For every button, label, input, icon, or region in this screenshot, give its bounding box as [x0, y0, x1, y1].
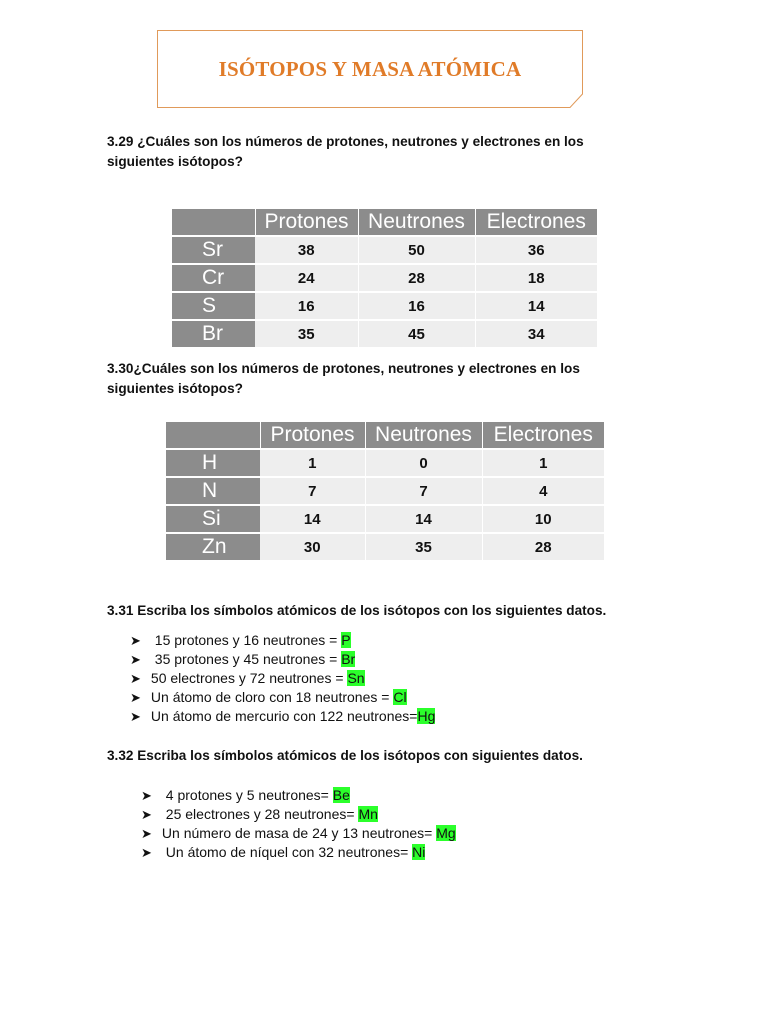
protones-cell: 30: [260, 533, 365, 560]
electrones-cell: 4: [482, 477, 604, 505]
list-item: [141, 805, 456, 824]
arrowhead-bullet-icon: ➤: [130, 690, 141, 705]
electrones-cell: 36: [475, 236, 597, 264]
list-item: [130, 688, 435, 707]
arrowhead-bullet-icon: ➤: [141, 807, 152, 822]
arrowhead-bullet-icon: ➤: [130, 633, 141, 648]
header-corner: [172, 209, 255, 236]
header-neutrones: Neutrones: [365, 422, 482, 449]
element-symbol: Sr: [172, 236, 255, 264]
element-symbol: Zn: [166, 533, 260, 560]
header-corner: [166, 422, 260, 449]
header-protones: Protones: [255, 209, 358, 236]
table-row: [172, 292, 597, 320]
protones-cell: 16: [255, 292, 358, 320]
item-text: 50 electrones y 72 neutrones =: [150, 670, 348, 686]
protones-cell: 7: [260, 477, 365, 505]
table-row: [166, 505, 604, 533]
item-text: Un átomo de níquel con 32 neutrones=: [161, 844, 413, 860]
list-item: [130, 669, 435, 688]
header-protones: Protones: [260, 422, 365, 449]
element-symbol: Si: [166, 505, 260, 533]
item-text: 15 protones y 16 neutrones =: [150, 632, 342, 648]
question-3-32: [107, 746, 583, 766]
title-box: [157, 30, 583, 108]
answer-highlight: Ni: [412, 844, 426, 860]
answer-highlight: Cl: [393, 689, 407, 705]
table-header-row: [166, 422, 604, 449]
page-title: ISÓTOPOS Y MASA ATÓMICA: [218, 56, 522, 81]
neutrones-cell: 28: [358, 264, 475, 292]
neutrones-cell: 0: [365, 449, 482, 477]
neutrones-cell: 45: [358, 320, 475, 347]
answer-highlight: Br: [341, 651, 356, 667]
isotopes-table-2: [166, 422, 604, 560]
table-row: [172, 236, 597, 264]
item-text: Un átomo de cloro con 18 neutrones =: [150, 689, 394, 705]
question-3-31: [107, 601, 606, 621]
arrowhead-bullet-icon: ➤: [141, 826, 152, 841]
question-line: 3.30¿Cuáles son los números de protones, neutrones y electrones en los: [107, 361, 580, 376]
electrones-cell: 1: [482, 449, 604, 477]
neutrones-cell: 16: [358, 292, 475, 320]
table-row: [166, 533, 604, 560]
answer-list-3-32: [141, 786, 456, 862]
answer-highlight: Hg: [417, 708, 436, 724]
table-header-row: [172, 209, 597, 236]
header-electrones: Electrones: [482, 422, 604, 449]
electrones-cell: 28: [482, 533, 604, 560]
header-neutrones: Neutrones: [358, 209, 475, 236]
electrones-cell: 34: [475, 320, 597, 347]
item-text: 4 protones y 5 neutrones=: [161, 787, 333, 803]
isotopes-table-1: [172, 209, 597, 347]
list-item: [141, 786, 456, 805]
protones-cell: 35: [255, 320, 358, 347]
protones-cell: 24: [255, 264, 358, 292]
item-text: Un número de masa de 24 y 13 neutrones=: [161, 825, 437, 841]
element-symbol: Cr: [172, 264, 255, 292]
question-3-29: [107, 132, 584, 172]
neutrones-cell: 35: [365, 533, 482, 560]
element-symbol: H: [166, 449, 260, 477]
item-text: 25 electrones y 28 neutrones=: [161, 806, 359, 822]
question-line: siguientes isótopos?: [107, 154, 243, 169]
element-symbol: N: [166, 477, 260, 505]
list-item: [141, 824, 456, 843]
neutrones-cell: 14: [365, 505, 482, 533]
protones-cell: 38: [255, 236, 358, 264]
arrowhead-bullet-icon: ➤: [141, 845, 152, 860]
question-line: 3.29 ¿Cuáles son los números de protones, neutrones y electrones en los: [107, 134, 584, 149]
item-text: 35 protones y 45 neutrones =: [150, 651, 342, 667]
answer-highlight: Mn: [358, 806, 378, 822]
list-item: [130, 707, 435, 726]
arrowhead-bullet-icon: ➤: [130, 652, 141, 667]
arrowhead-bullet-icon: ➤: [141, 788, 152, 803]
question-3-30: [107, 359, 580, 399]
electrones-cell: 14: [475, 292, 597, 320]
electrones-cell: 10: [482, 505, 604, 533]
list-item: [141, 843, 456, 862]
list-item: [130, 631, 435, 650]
question-line: 3.32 Escriba los símbolos atómicos de los isótopos con siguientes datos.: [107, 748, 583, 763]
element-symbol: S: [172, 292, 255, 320]
header-electrones: Electrones: [475, 209, 597, 236]
item-text: Un átomo de mercurio con 122 neutrones=: [150, 708, 418, 724]
question-line: 3.31 Escriba los símbolos atómicos de los isótopos con los siguientes datos.: [107, 603, 607, 618]
arrowhead-bullet-icon: ➤: [130, 709, 141, 724]
answer-highlight: Sn: [347, 670, 365, 686]
neutrones-cell: 50: [358, 236, 475, 264]
protones-cell: 1: [260, 449, 365, 477]
neutrones-cell: 7: [365, 477, 482, 505]
protones-cell: 14: [260, 505, 365, 533]
answer-highlight: P: [341, 632, 351, 648]
electrones-cell: 18: [475, 264, 597, 292]
answer-highlight: Be: [332, 787, 350, 803]
arrowhead-bullet-icon: ➤: [130, 671, 141, 686]
list-item: [130, 650, 435, 669]
table-row: [172, 320, 597, 347]
table-row: [172, 264, 597, 292]
answer-highlight: Mg: [436, 825, 456, 841]
table-row: [166, 477, 604, 505]
question-line: siguientes isótopos?: [107, 381, 243, 396]
element-symbol: Br: [172, 320, 255, 347]
answer-list-3-31: [130, 631, 435, 726]
table-row: [166, 449, 604, 477]
